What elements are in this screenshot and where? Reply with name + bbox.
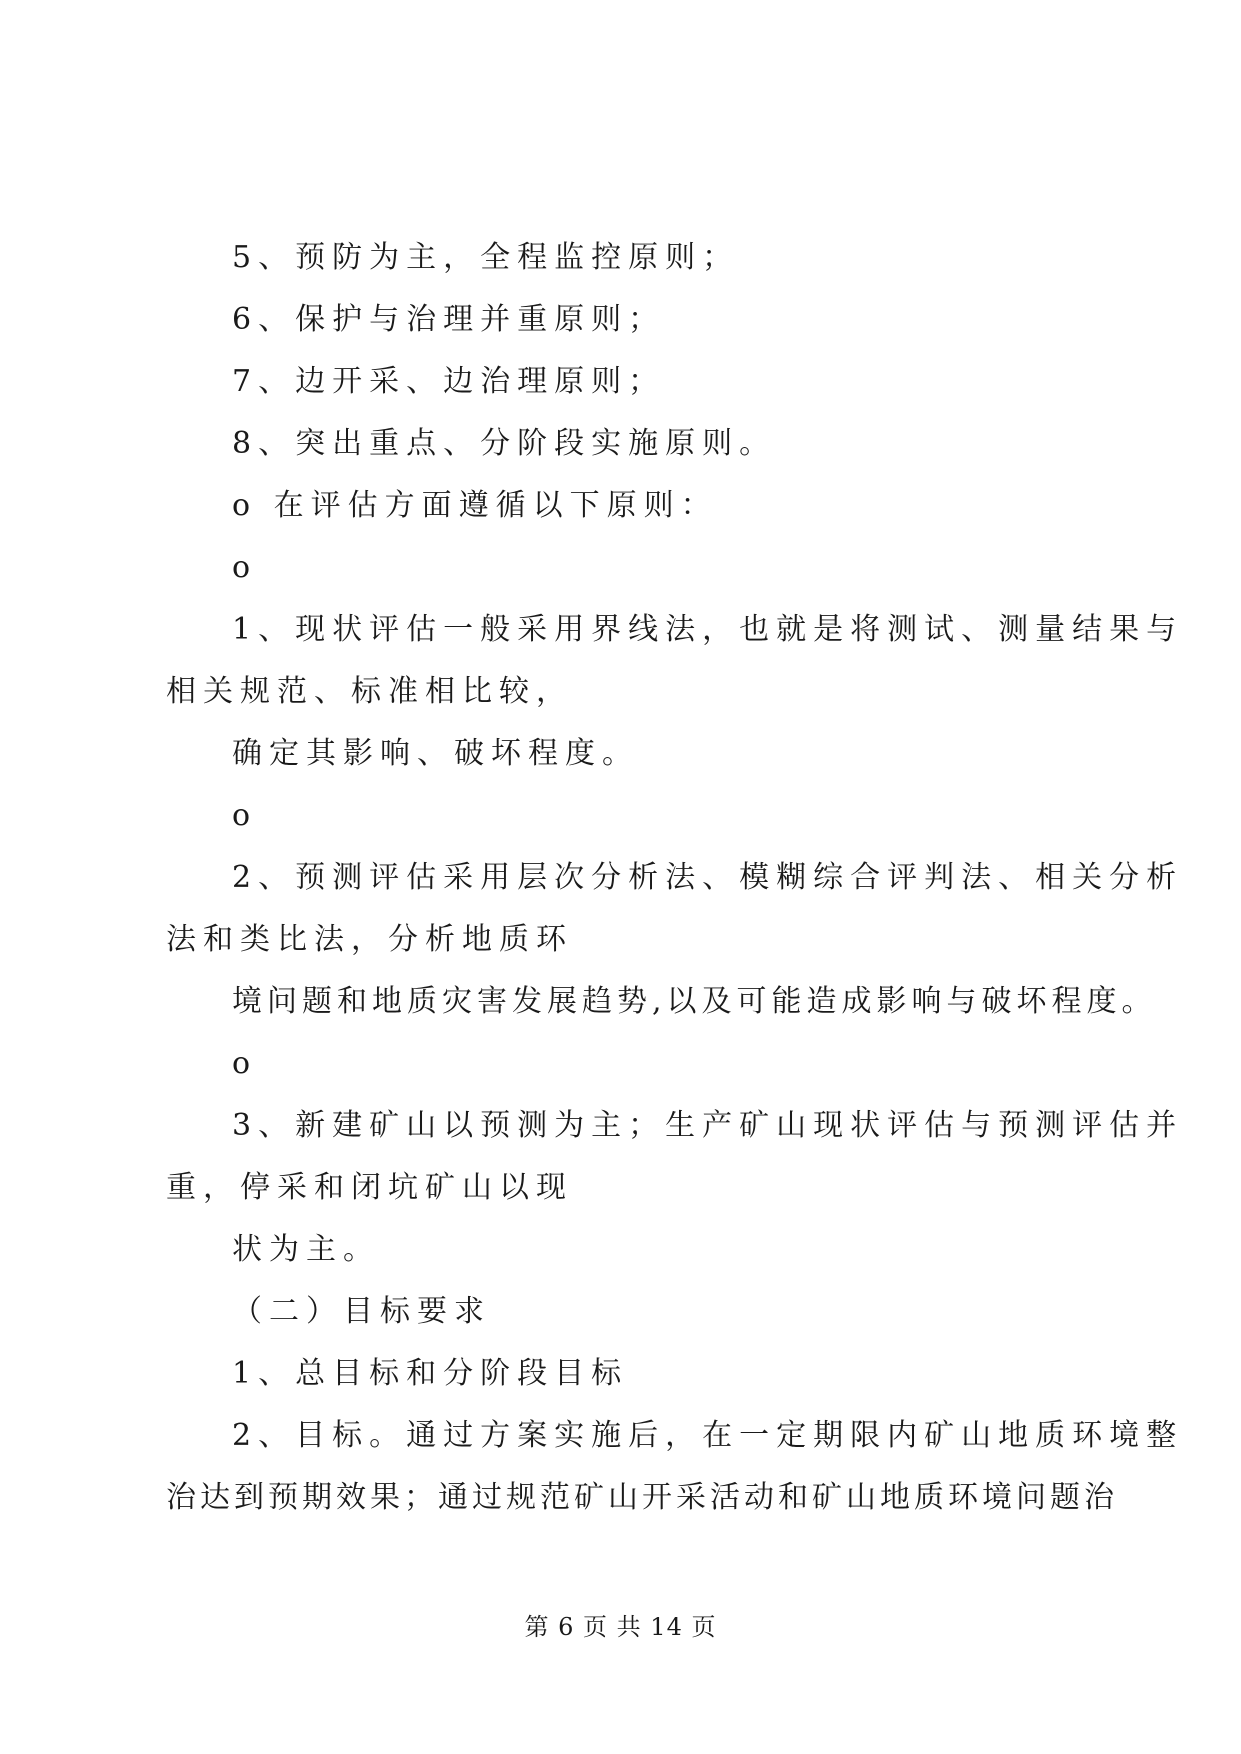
bullet-marker: o [232, 798, 258, 833]
paragraph-line-assessment-3a: 3、新建矿山以预测为主；生产矿山现状评估与预测评估并 [232, 1108, 1184, 1143]
paragraph-line-goal-2a: 2、目标。通过方案实施后，在一定期限内矿山地质环境整 [232, 1418, 1184, 1453]
paragraph-line-assessment-intro: o 在评估方面遵循以下原则： [232, 488, 718, 523]
paragraph-line-principle-5: 5、预防为主，全程监控原则； [232, 240, 740, 275]
page-number-footer: 第 6 页 共 14 页 [524, 1613, 717, 1641]
paragraph-line-goal-1: 1、总目标和分阶段目标 [232, 1356, 629, 1391]
paragraph-line-assessment-2b: 法和类比法，分析地质环 [166, 922, 573, 957]
paragraph-line-principle-8: 8、突出重点、分阶段实施原则。 [232, 426, 777, 461]
paragraph-line-assessment-2a: 2、预测评估采用层次分析法、模糊综合评判法、相关分析 [232, 860, 1184, 895]
bullet-marker: o [232, 1046, 258, 1081]
section-heading-goals: （二）目标要求 [232, 1294, 491, 1329]
paragraph-line-assessment-2c: 境问题和地质灾害发展趋势,以及可能造成影响与破坏程度。 [232, 984, 1157, 1019]
paragraph-line-assessment-1b: 相关规范、标准相比较， [166, 674, 573, 709]
paragraph-line-goal-2b: 治达到预期效果；通过规范矿山开采活动和矿山地质环境问题治 [166, 1480, 1118, 1515]
paragraph-line-principle-7: 7、边开采、边治理原则； [232, 364, 666, 399]
paragraph-line-assessment-3c: 状为主。 [232, 1232, 380, 1267]
paragraph-line-assessment-1c: 确定其影响、破坏程度。 [232, 736, 639, 771]
paragraph-line-principle-6: 6、保护与治理并重原则； [232, 302, 666, 337]
paragraph-line-assessment-3b: 重，停采和闭坑矿山以现 [166, 1170, 573, 1205]
bullet-marker: o [232, 550, 258, 585]
paragraph-line-assessment-1a: 1、现状评估一般采用界线法，也就是将测试、测量结果与 [232, 612, 1184, 647]
